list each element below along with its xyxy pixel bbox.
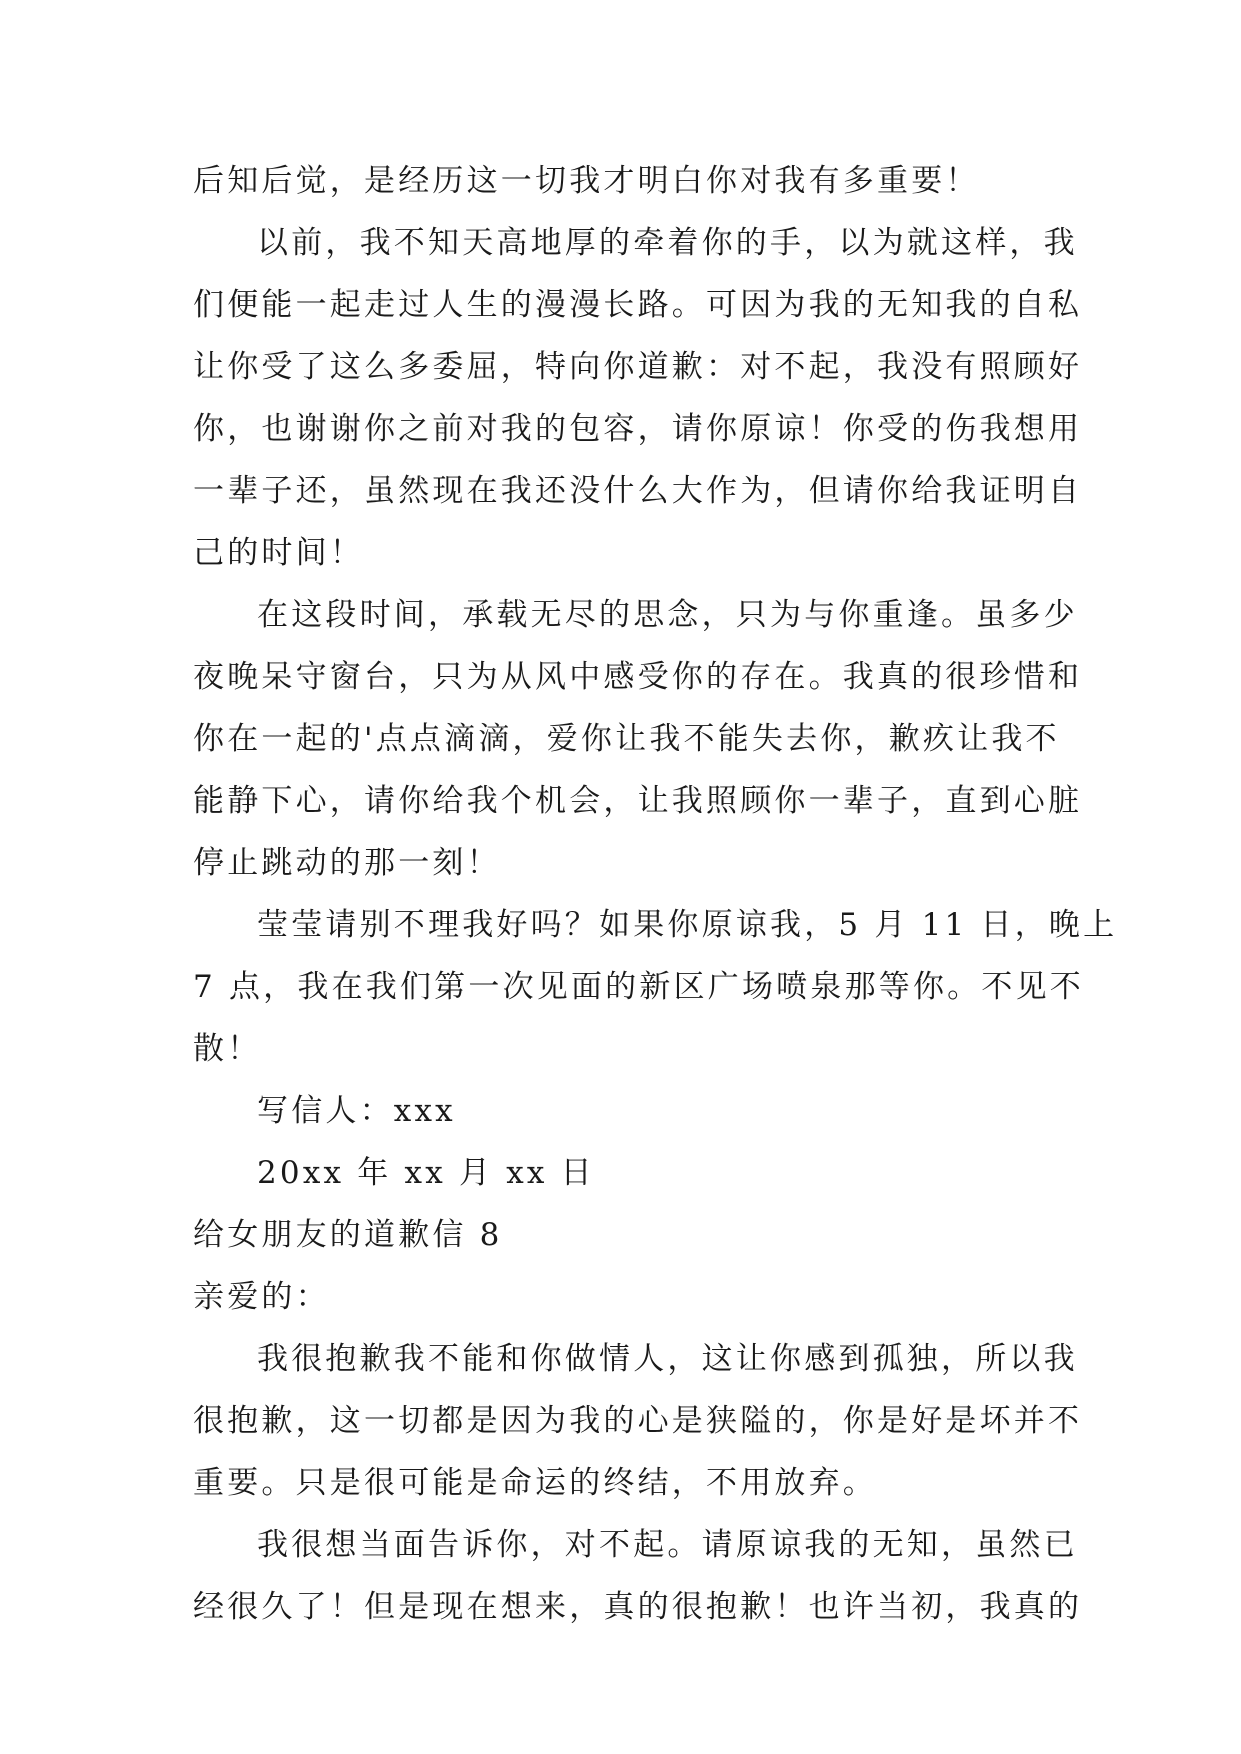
text-line: 停止跳动的那一刻！: [193, 845, 501, 881]
text-line: 们便能一起走过人生的漫漫长路。可因为我的无知我的自私: [193, 287, 1083, 323]
text-line: 重要。只是很可能是命运的终结，不用放弃。: [193, 1465, 877, 1501]
text-line: 夜晚呆守窗台，只为从风中感受你的存在。我真的很珍惜和: [193, 659, 1083, 695]
text-line: 很抱歉，这一切都是因为我的心是狭隘的，你是好是坏并不: [193, 1403, 1083, 1439]
text-line: 散！: [193, 1031, 262, 1067]
signature-line: 写信人：xxx: [257, 1093, 456, 1129]
text-line: 我很想当面告诉你，对不起。请原谅我的无知，虽然已: [257, 1527, 1078, 1563]
text-line: 以前，我不知天高地厚的牵着你的手，以为就这样，我: [257, 225, 1078, 261]
text-line: 让你受了这么多委屈，特向你道歉：对不起，我没有照顾好: [193, 349, 1083, 385]
text-line: 你在一起的'点点滴滴，爱你让我不能失去你，歉疚让我不: [193, 721, 1060, 757]
text-line: 7 点，我在我们第一次见面的新区广场喷泉那等你。不见不: [193, 969, 1084, 1005]
text-line: 经很久了！但是现在想来，真的很抱歉！也许当初，我真的: [193, 1589, 1083, 1625]
date-line: 20xx 年 xx 月 xx 日: [257, 1155, 595, 1191]
text-line: 己的时间！: [193, 535, 364, 571]
section-title: 给女朋友的道歉信 8: [193, 1217, 503, 1253]
document-body: [193, 150, 1118, 1638]
salutation: 亲爱的：: [193, 1279, 330, 1315]
text-line: 能静下心，请你给我个机会，让我照顾你一辈子，直到心脏: [193, 783, 1083, 819]
text-line: 你，也谢谢你之前对我的包容，请你原谅！你受的伤我想用: [193, 411, 1083, 447]
text-line: 我很抱歉我不能和你做情人，这让你感到孤独，所以我: [257, 1341, 1078, 1377]
text-line: 一辈子还，虽然现在我还没什么大作为，但请你给我证明自: [193, 473, 1083, 509]
text-line: 后知后觉，是经历这一切我才明白你对我有多重要！: [193, 163, 980, 199]
text-line: 莹莹请别不理我好吗？如果你原谅我，5 月 11 日，晚上: [257, 907, 1118, 943]
text-line: 在这段时间，承载无尽的思念，只为与你重逢。虽多少: [257, 597, 1078, 633]
